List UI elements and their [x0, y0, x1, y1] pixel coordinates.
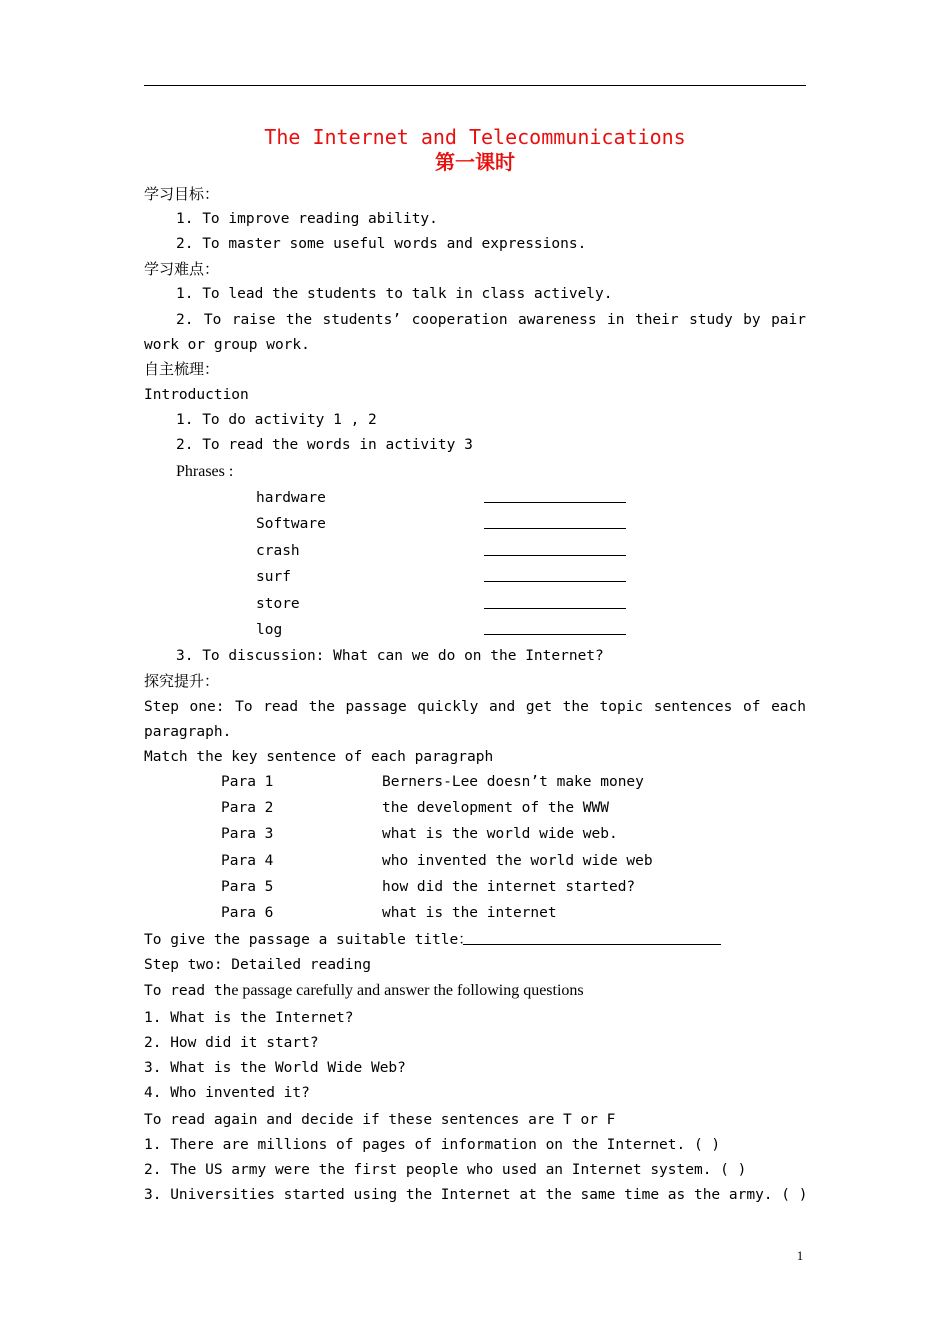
tf-item-3: 3. Universities started using the Internet at the same time as the army. ( )	[144, 1187, 808, 1203]
para-label-1: Para 1	[221, 774, 274, 790]
para-label-4: Para 4	[221, 853, 274, 869]
title-task-label: To give the passage a suitable title：	[144, 932, 473, 948]
phrase-software: Software	[256, 516, 326, 532]
key-sentence-4: who invented the world wide web	[382, 853, 653, 869]
phrase-store: store	[256, 596, 300, 612]
phrase-blank-1[interactable]	[484, 488, 626, 509]
phrase-blank-6[interactable]	[484, 620, 626, 641]
header-rule	[144, 85, 806, 86]
page-title: The Internet and Telecommunications	[264, 125, 686, 149]
phrase-blank-3[interactable]	[484, 541, 626, 562]
page-subtitle: 第一课时	[435, 150, 515, 174]
para-label-3: Para 3	[221, 826, 274, 842]
question-2: 2. How did it start?	[144, 1035, 319, 1051]
question-3: 3. What is the World Wide Web?	[144, 1060, 406, 1076]
difficulty-item-2: 2. To raise the students’ cooperation awareness in their study by pair	[176, 312, 806, 328]
phrase-blank-5[interactable]	[484, 594, 626, 615]
careful-reading-serif: e passage carefully and answer the following questions	[231, 982, 584, 999]
difficulty-item-1: 1. To lead the students to talk in class actively.	[176, 286, 613, 302]
key-sentence-1: Berners-Lee doesn’t make money	[382, 774, 644, 790]
step-one-line-1: Step one: To read the passage quickly and get the topic sentences of each	[144, 699, 806, 715]
phrase-log: log	[256, 622, 283, 638]
careful-reading-task	[144, 981, 584, 1001]
self-study-heading: 自主梳理：	[144, 360, 220, 378]
introduction-label: Introduction	[144, 387, 249, 403]
careful-reading-mono: To read th	[144, 983, 232, 999]
step-two: Step two: Detailed reading	[144, 957, 371, 973]
goals-heading: 学习目标：	[144, 185, 220, 203]
phrase-surf: surf	[256, 569, 291, 585]
page-number: 1	[796, 1248, 804, 1263]
difficulties-heading: 学习难点：	[144, 260, 220, 278]
intro-step-1: 1. To do activity 1 , 2	[176, 412, 377, 428]
tf-heading: To read again and decide if these sentences are T or F	[144, 1112, 616, 1128]
phrase-blank-2[interactable]	[484, 514, 626, 535]
difficulty-item-2-cont: work or group work.	[144, 337, 310, 353]
key-sentence-5: how did the internet started?	[382, 879, 636, 895]
intro-step-3: 3. To discussion: What can we do on the Internet?	[176, 648, 604, 664]
phrase-hardware: hardware	[256, 490, 326, 506]
tf-item-1: 1. There are millions of pages of information on the Internet. ( )	[144, 1137, 721, 1153]
goal-item-1: 1. To improve reading ability.	[176, 211, 438, 227]
tf-item-2: 2. The US army were the first people who used an Internet system. ( )	[144, 1162, 747, 1178]
question-4: 4. Who invented it?	[144, 1085, 310, 1101]
phrase-crash: crash	[256, 543, 300, 559]
para-label-2: Para 2	[221, 800, 274, 816]
explore-heading: 探究提升：	[144, 672, 220, 690]
match-heading: Match the key sentence of each paragraph	[144, 749, 494, 765]
title-task	[144, 930, 473, 950]
key-sentence-6: what is the internet	[382, 905, 557, 921]
title-blank[interactable]	[463, 930, 721, 951]
step-one-line-2: paragraph.	[144, 724, 232, 740]
intro-step-2: 2. To read the words in activity 3	[176, 437, 473, 453]
para-label-5: Para 5	[221, 879, 274, 895]
phrases-label: Phrases :	[176, 463, 234, 480]
phrase-blank-4[interactable]	[484, 567, 626, 588]
para-label-6: Para 6	[221, 905, 274, 921]
key-sentence-2: the development of the WWW	[382, 800, 609, 816]
question-1: 1. What is the Internet?	[144, 1010, 354, 1026]
goal-item-2: 2. To master some useful words and expressions.	[176, 236, 587, 252]
key-sentence-3: what is the world wide web.	[382, 826, 618, 842]
